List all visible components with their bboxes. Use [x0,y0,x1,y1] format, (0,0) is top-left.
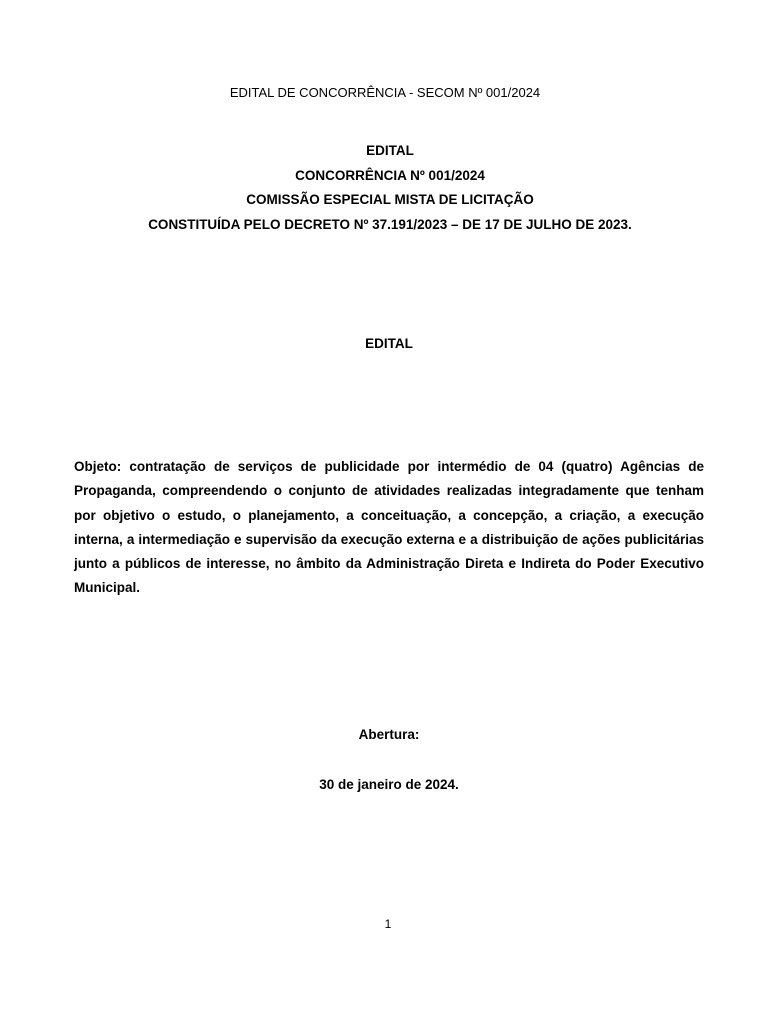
running-header: EDITAL DE CONCORRÊNCIA - SECOM Nº 001/2024 [229,85,541,100]
abertura-date: 30 de janeiro de 2024. [319,777,459,792]
page-number: 1 [384,917,392,931]
title-line-comissao: COMISSÃO ESPECIAL MISTA DE LICITAÇÃO [246,192,534,207]
section-heading: EDITAL [365,336,413,351]
abertura-label: Abertura: [358,727,420,742]
title-block [0,139,770,237]
title-line-concorrencia: CONCORRÊNCIA Nº 001/2024 [295,167,485,183]
objeto-paragraph: Objeto: contratação de serviços de publicidade por intermédio de 04 (quatro) Agências de Propaganda, compreendendo o conjunto de atividades realizadas integradamente que tenham por objetivo o estudo, o planejamento, a conceituação, a concepção, a criação, a execução interna, a intermediação e supervisão da execução externa e a distribuição de ações publicitárias junto a públicos de interesse, no âmbito da Administração Direta e Indireta do Poder Executivo Municipal. [74,459,704,596]
title-line-decreto: CONSTITUÍDA PELO DECRETO Nº 37.191/2023 – DE 17 DE JULHO DE 2023. [148,216,632,232]
title-line-edital: EDITAL [366,143,414,158]
